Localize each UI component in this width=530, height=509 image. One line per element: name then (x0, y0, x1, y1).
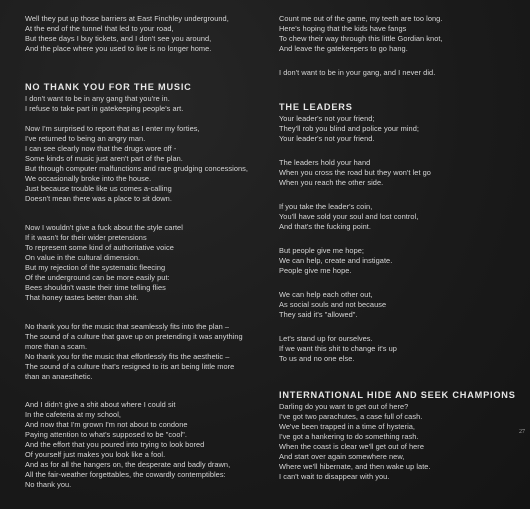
song-title (279, 390, 515, 401)
lyric-line: I can see clearly now that the drugs wore off - (25, 144, 177, 153)
stanza (279, 14, 515, 54)
lyric-line: I refuse to take part in gatekeeping people's art. (25, 104, 184, 113)
stanza (25, 124, 260, 204)
lyric-line: To represent some kind of authoritative voice (25, 243, 174, 252)
lyric-line: No thank you for the music that effortlessly fits the aesthetic – (25, 352, 230, 361)
stanza (279, 202, 515, 232)
stanza (279, 402, 515, 482)
lyric-line: On value in the cultural dimension. (25, 253, 141, 262)
stanza (25, 322, 260, 382)
lyric-line: Paying attention to what's supposed to be "cool". (25, 430, 187, 439)
stanza (25, 94, 260, 114)
lyric-line: But through computer malfunctions and rare grudging concessions, (25, 164, 248, 173)
lyric-line: As social souls and not because (279, 300, 387, 309)
lyric-line: We've been trapped in a time of hysteria, (279, 422, 416, 431)
lyric-line: If we want this shit to change it's up (279, 344, 397, 353)
stanza (25, 223, 260, 303)
lyric-line: Here's hoping that the kids have fangs (279, 24, 407, 33)
lyric-line: And that's the fucking point. (279, 222, 372, 231)
lyric-line: I don't want to be in any gang that you're in. (25, 94, 170, 103)
lyric-line: That honey tastes better than shit. (25, 293, 139, 302)
stanza (279, 290, 515, 320)
lyric-line: Well they put up those barriers at East Finchley underground, (25, 14, 229, 23)
lyric-line: Of the underground can be more easily put: (25, 273, 170, 282)
lyric-line: People give me hope. (279, 266, 352, 275)
lyric-line: To us and no one else. (279, 354, 355, 363)
lyric-line: To chew their way through this little Gordian knot, (279, 34, 443, 43)
lyric-line: At the end of the tunnel that led to your road, (25, 24, 174, 33)
lyric-line: Bees shouldn't waste their time telling flies (25, 283, 166, 292)
lyric-line: When you reach the other side. (279, 178, 384, 187)
lyric-line: No thank you for the music that seamlessly fits into the plan – (25, 322, 230, 331)
lyric-line: Your leader's not your friend; (279, 114, 375, 123)
lyric-line: Doesn't mean there was a place to sit down. (25, 194, 172, 203)
intro-stanza (25, 14, 260, 54)
lyric-line: And as for all the hangers on, the desperate and badly drawn, (25, 460, 231, 469)
song-title-text: INTERNATIONAL HIDE AND SEEK CHAMPIONS (279, 390, 516, 400)
lyric-line: No thank you. (25, 480, 72, 489)
lyric-line: And I didn't give a shit about where I could sit (25, 400, 176, 409)
lyric-line: We can help each other out, (279, 290, 373, 299)
lyric-line: And the effort that you poured into trying to look bored (25, 440, 205, 449)
song-title (25, 82, 260, 93)
lyric-line: All the fair-weather forgettables, the cowardly contemptibles: (25, 470, 226, 479)
stanza (279, 246, 515, 276)
lyric-line: If you take the leader's coin, (279, 202, 373, 211)
lyric-line: But these days I buy tickets, and I don't see you around, (25, 34, 212, 43)
lyric-line: I've got a hankering to do something rash. (279, 432, 419, 441)
lyric-line: The sound of a culture that gave up on pretending it was anything (25, 332, 243, 341)
lyric-line: I've got two parachutes, a case full of cash. (279, 412, 423, 421)
lyric-line: Now I wouldn't give a fuck about the style cartel (25, 223, 183, 232)
stanza (279, 158, 515, 188)
song-title-text: THE LEADERS (279, 102, 353, 112)
lyric-line: And now that I'm grown I'm not about to condone (25, 420, 188, 429)
song-title (279, 102, 515, 113)
lyric-line: The leaders hold your hand (279, 158, 371, 167)
lyric-line: Of yourself just makes you look like a fool. (25, 450, 166, 459)
lyric-line: I don't want to be in your gang, and I never did. (279, 68, 436, 77)
lyric-line: They said it's "allowed". (279, 310, 358, 319)
song-title-text: NO THANK YOU FOR THE MUSIC (25, 82, 192, 92)
lyric-line: And the place where you used to live is no longer home. (25, 44, 212, 53)
lyric-line: I can't wait to disappear with you. (279, 472, 390, 481)
lyric-line: Your leader's not your friend. (279, 134, 375, 143)
stanza (279, 68, 515, 78)
lyric-line: But my rejection of the systematic fleecing (25, 263, 166, 272)
lyric-line: more than a scam. (25, 342, 88, 351)
lyric-line: We occasionally broke into the house. (25, 174, 152, 183)
lyric-line: They'll rob you blind and police your mind; (279, 124, 419, 133)
lyric-line: We can help, create and instigate. (279, 256, 393, 265)
lyric-line: Darling do you want to get out of here? (279, 402, 409, 411)
lyric-line: If it wasn't for their wider pretensions (25, 233, 147, 242)
lyric-line: And start over again somewhere new, (279, 452, 405, 461)
lyric-line: When you cross the road but they won't let go (279, 168, 431, 177)
lyric-line: But people give me hope; (279, 246, 365, 255)
lyric-line: In the cafeteria at my school, (25, 410, 121, 419)
stanza (25, 400, 260, 490)
page-number: 27 (519, 429, 525, 435)
stanza (279, 114, 515, 144)
lyric-line: Count me out of the game, my teeth are too long. (279, 14, 443, 23)
lyric-line: Just because trouble like us comes a-calling (25, 184, 172, 193)
lyric-line: You'll have sold your soul and lost control, (279, 212, 419, 221)
lyric-line: Now I'm surprised to report that as I enter my forties, (25, 124, 200, 133)
stanza (279, 334, 515, 364)
lyric-line: The sound of a culture that's resigned to its art being little more (25, 362, 235, 371)
lyric-line: I've returned to being an angry man. (25, 134, 146, 143)
lyric-line: Some kinds of music just aren't part of the plan. (25, 154, 183, 163)
lyric-line: Where we'll hibernate, and then wake up late. (279, 462, 431, 471)
lyric-line: Let's stand up for ourselves. (279, 334, 373, 343)
lyric-line: When the coast is clear we'll get out of here (279, 442, 424, 451)
lyric-line: than an anaesthetic. (25, 372, 93, 381)
lyric-line: And leave the gatekeepers to go hang. (279, 44, 408, 53)
